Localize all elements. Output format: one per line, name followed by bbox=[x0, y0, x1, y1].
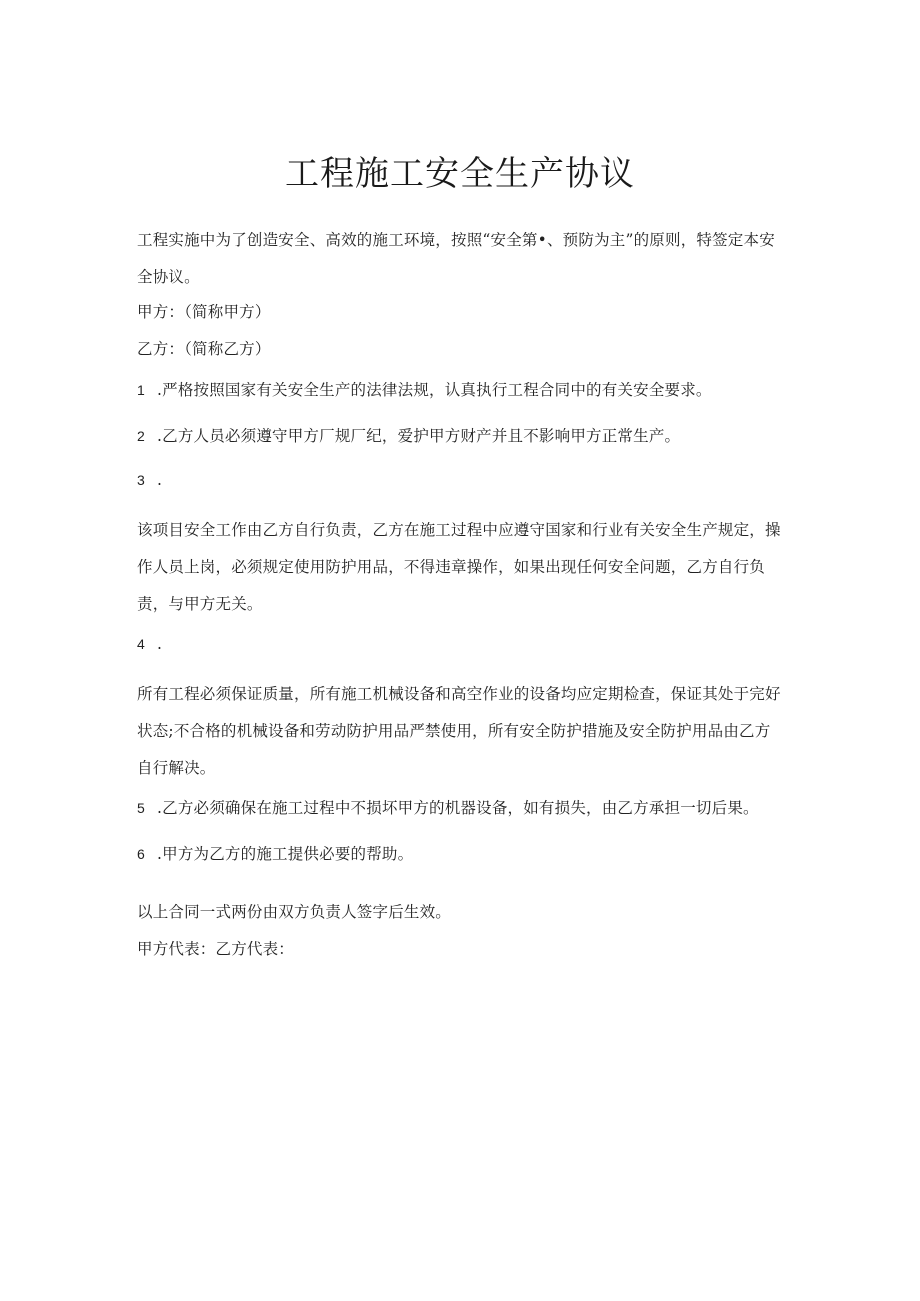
party-a-line: 甲方：（简称甲方） bbox=[137, 303, 271, 321]
clause-text: .甲方为乙方的施工提供必要的帮助。 bbox=[157, 845, 414, 863]
clause-3 bbox=[137, 470, 162, 490]
clause-text: .乙方必须确保在施工过程中不损坏甲方的机器设备，如有损失，由乙方承担一切后果。 bbox=[157, 799, 759, 817]
clause-number: 4 bbox=[137, 636, 145, 652]
clause-text: .严格按照国家有关安全生产的法律法规，认真执行工程合同中的有关安全要求。 bbox=[157, 381, 712, 399]
clause-number: 2 bbox=[137, 428, 145, 444]
clause-4-body: 所有工程必须保证质量，所有施工机械设备和高空作业的设备均应定期检查，保证其处于完好状态;不合格的机械设备和劳动防护用品严禁使用，所有安全防护措施及安全防护用品由乙方自行解决。 bbox=[137, 685, 781, 777]
clause-text: . bbox=[157, 635, 163, 653]
clause-number: 5 bbox=[137, 800, 145, 816]
intro-paragraph: 工程实施中为了创造安全、高效的施工环境，按照“安全第•、预防为主”的原则，特签定本安全协议。 bbox=[137, 231, 775, 286]
signature-line: 甲方代表：乙方代表： bbox=[137, 940, 295, 958]
closing-statement: 以上合同一式两份由双方负责人签字后生效。 bbox=[137, 903, 452, 921]
clause-1 bbox=[137, 380, 712, 400]
document-title: 工程施工安全生产协议 bbox=[285, 154, 635, 194]
clause-3-body: 该项目安全工作由乙方自行负责，乙方在施工过程中应遵守国家和行业有关安全生产规定，操作人员上岗，必须规定使用防护用品，不得违章操作，如果出现任何安全问题，乙方自行负责，与甲方无关。 bbox=[137, 521, 781, 613]
clause-text: . bbox=[157, 471, 163, 489]
clause-6 bbox=[137, 844, 413, 864]
clause-number: 1 bbox=[137, 382, 145, 398]
clause-4 bbox=[137, 634, 162, 654]
clause-text: .乙方人员必须遵守甲方厂规厂纪，爱护甲方财产并且不影响甲方正常生产。 bbox=[157, 427, 681, 445]
party-b-line: 乙方：（简称乙方） bbox=[137, 340, 271, 358]
clause-number: 6 bbox=[137, 846, 145, 862]
clause-2 bbox=[137, 426, 680, 446]
clause-number: 3 bbox=[137, 472, 145, 488]
clause-5 bbox=[137, 798, 759, 818]
